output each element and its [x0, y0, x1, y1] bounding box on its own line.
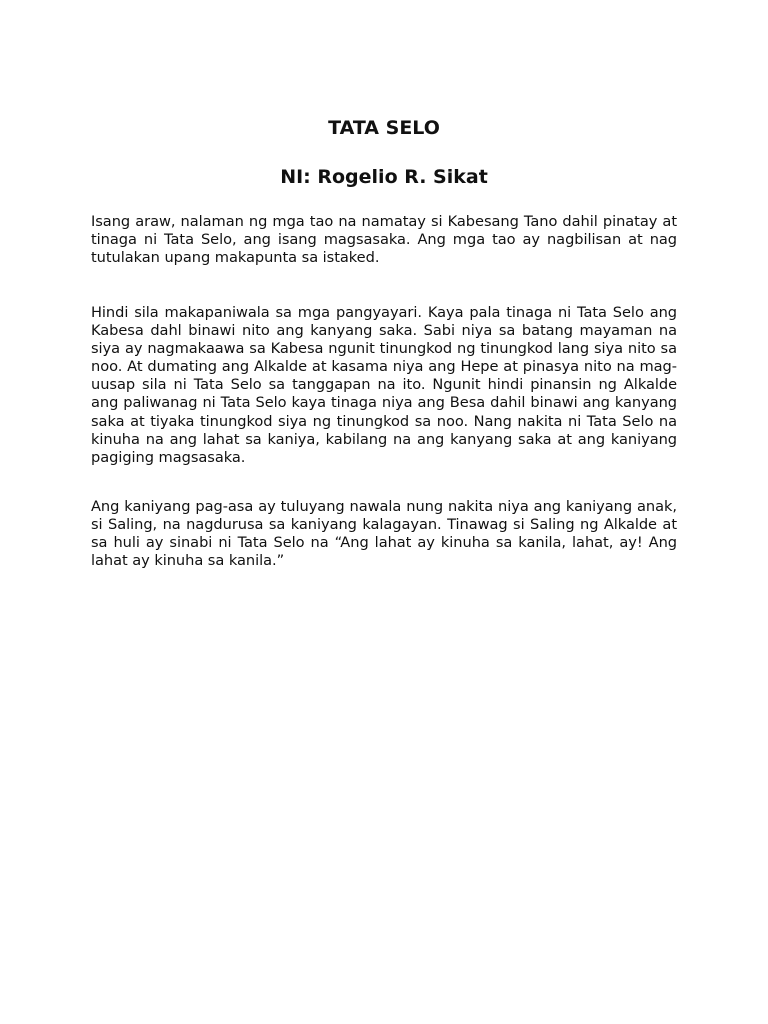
author-line: NI: Rogelio R. Sikat [280, 166, 488, 188]
document-title: TATA SELO [328, 117, 440, 139]
paragraph-1: Isang araw, nalaman ng mga tao na namatay si Kabesang Tano dahil pinatay at tinaga ni Tata Selo, ang isang magsasaka. Ang mga tao ay nagbilisan at nag tutulakan upang makapunta sa istaked. [91, 213, 677, 267]
paragraph-2: Hindi sila makapaniwala sa mga pangyayari. Kaya pala tinaga ni Tata Selo ang Kabesa dahl binawi nito ang kanyang saka. Sabi niya sa batang mayaman na siya ay nagmakaawa sa Kabesa ngunit tinungkod ng tinungkod lang siya nito sa noo. At dumating ang Alkalde at kasama niya ang Hepe at pinasya nito na mag-uusap sila ni Tata Selo sa tanggapan na ito. Ngunit hindi pinansin ng Alkalde ang paliwanag ni Tata Selo kaya tinaga niya ang Besa dahil binawi ang kanyang saka at tiyaka tinungkod siya ng tinungkod sa noo. Nang nakita ni Tata Selo na kinuha na ang lahat sa kaniya, kabilang na ang kanyang saka at ang kaniyang pagiging magsasaka. [91, 304, 677, 466]
paragraph-3: Ang kaniyang pag-asa ay tuluyang nawala nung nakita niya ang kaniyang anak, si Saling, na nagdurusa sa kaniyang kalagayan. Tinawag si Saling ng Alkalde at sa huli ay sinabi ni Tata Selo na “Ang lahat ay kinuha sa kanila, lahat, ay! Ang lahat ay kinuha sa kanila.” [91, 498, 677, 570]
